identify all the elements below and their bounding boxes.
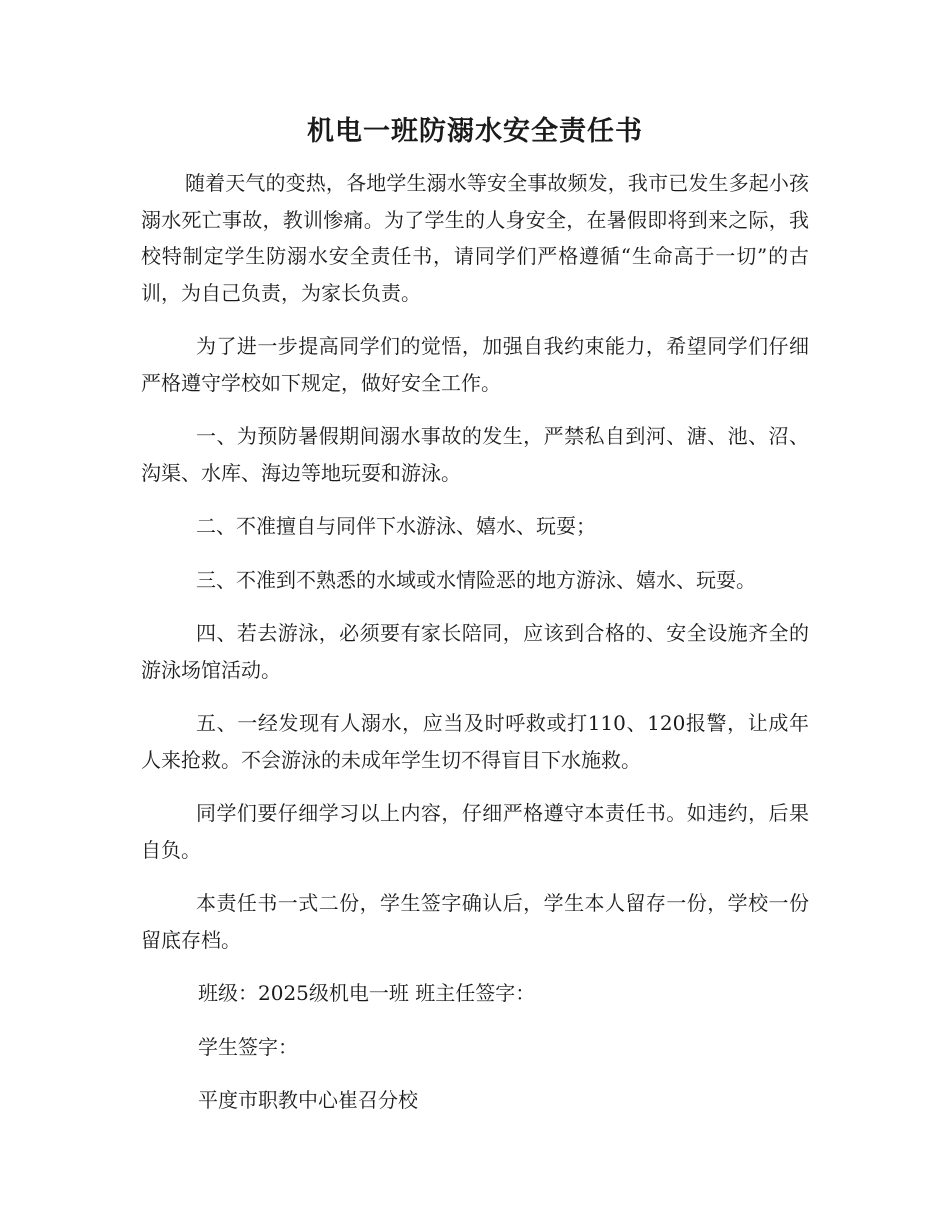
student-signature-line: 学生签字：	[198, 1034, 298, 1059]
document-body	[141, 165, 809, 1136]
paragraph-purpose: 为了进一步提高同学们的觉悟，加强自我约束能力，希望同学们仔细严格遵守学校如下规定，做好安全工作。	[141, 334, 809, 395]
class-teacher-signature-line: 班级：2025级机电一班 班主任签字：	[198, 981, 536, 1005]
rule-3: 三、不准到不熟悉的水域或水情险恶的地方游泳、嬉水、玩耍。	[196, 567, 756, 592]
rule-1: 一、为预防暑假期间溺水事故的发生，严禁私自到河、溏、池、沼、沟渠、水库、海边等地玩耍和游泳。	[141, 424, 809, 485]
rule-2: 二、不准擅自与同伴下水游泳、嬉水、玩耍；	[196, 514, 596, 538]
paragraph-copies-notice: 本责任书一式二份，学生签字确认后，学生本人留存一份，学校一份留底存档。	[141, 891, 809, 952]
rule-5: 五、一经发现有人溺水，应当及时呼救或打110、120报警，让成年人来抢救。不会游泳的未成年学生切不得盲目下水施救。	[141, 711, 809, 772]
paragraph-intro: 随着天气的变热，各地学生溺水等安全事故频发，我市已发生多起小孩溺水死亡事故，教训惨痛。为了学生的人身安全，在暑假即将到来之际，我校特制定学生防溺水安全责任书，请同学们严格遵循“生命高于一切”的古训，为自己负责，为家长负责。	[141, 171, 809, 305]
school-name: 平度市职教中心崔召分校	[198, 1088, 418, 1112]
document-title: 机电一班防溺水安全责任书	[307, 116, 643, 147]
paragraph-study-notice: 同学们要仔细学习以上内容，仔细严格遵守本责任书。如违约，后果自负。	[141, 801, 809, 862]
rule-4: 四、若去游泳，必须要有家长陪同，应该到合格的、安全设施齐全的游泳场馆活动。	[141, 621, 809, 682]
